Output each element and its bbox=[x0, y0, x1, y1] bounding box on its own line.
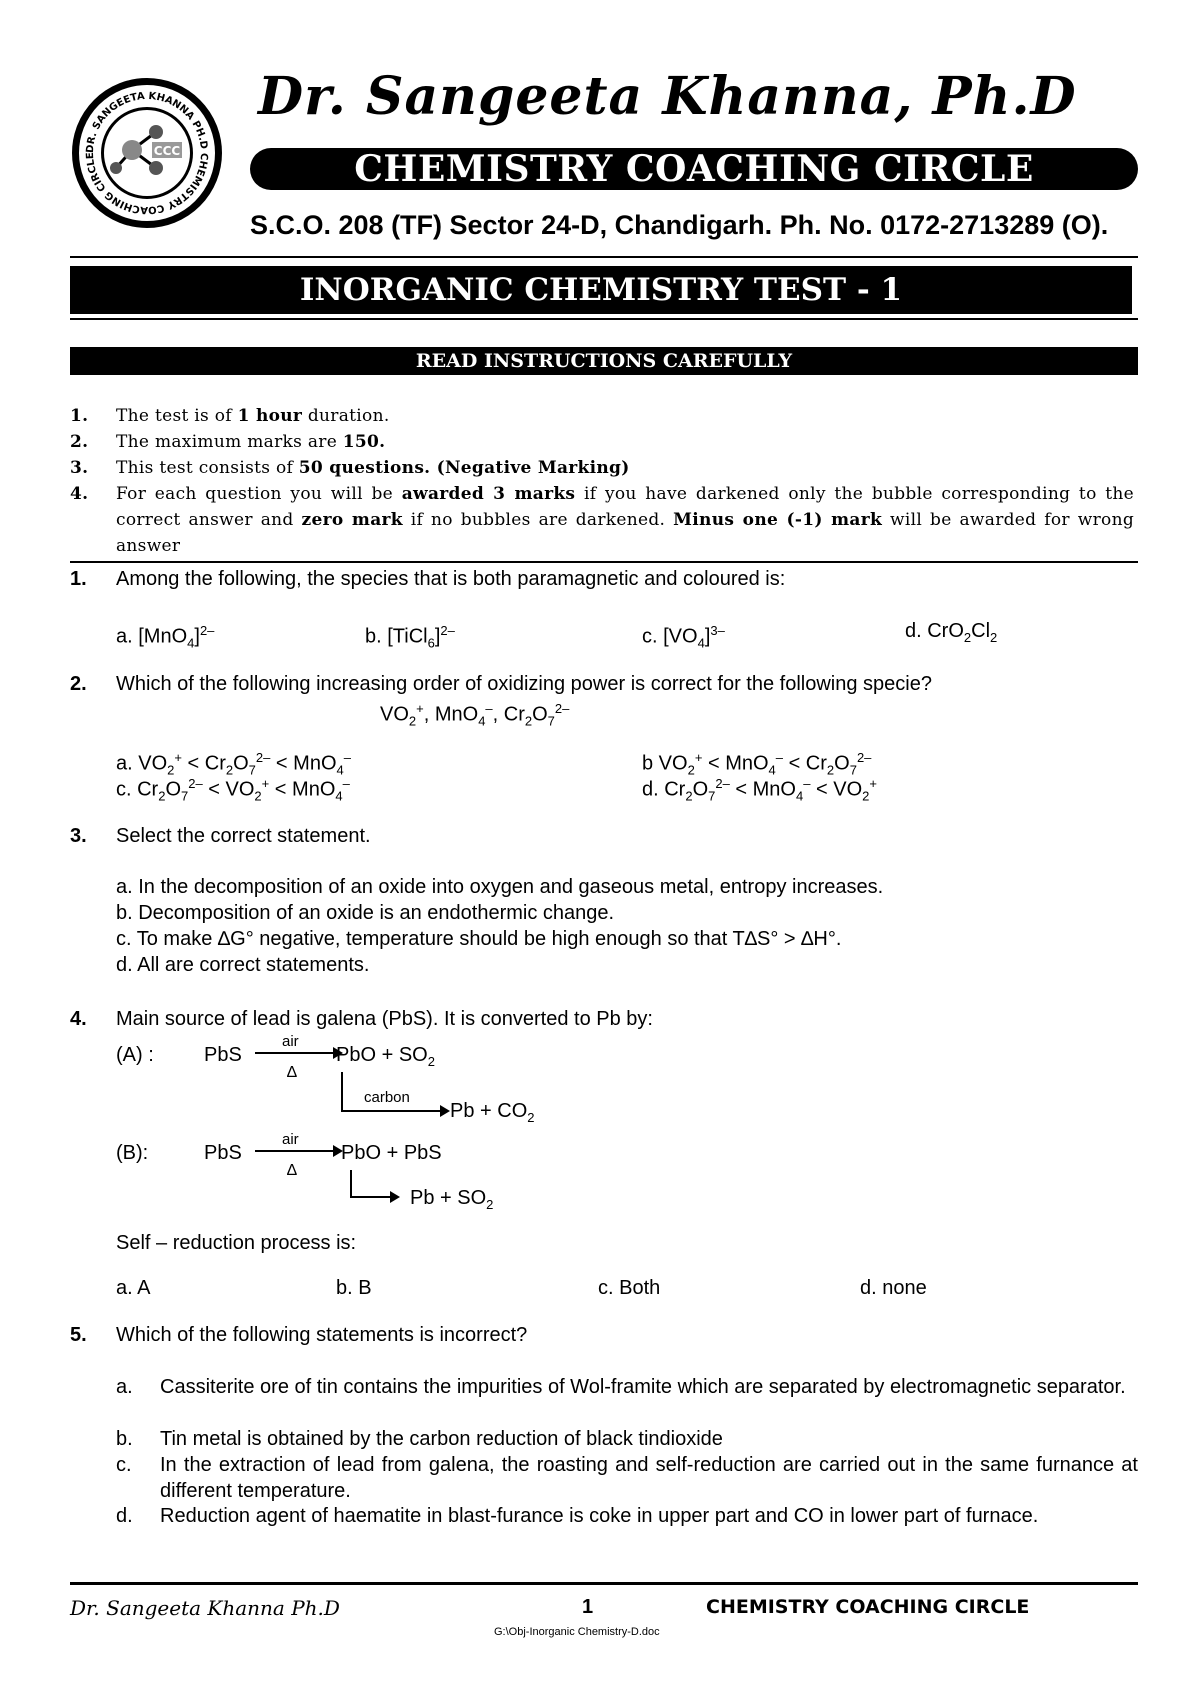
q4-route-b-label: (B): bbox=[116, 1142, 149, 1164]
institute-name: CHEMISTRY COACHING CIRCLE bbox=[354, 148, 1034, 190]
q1-number: 1. bbox=[70, 568, 87, 590]
q4-route-b-delta: ∆ bbox=[287, 1162, 297, 1179]
q4-route-b-product: PbO + PbS bbox=[341, 1142, 442, 1164]
q5-option-a: Cassiterite ore of tin contains the impurities of Wol-framite which are separated by electromagnetic separator. bbox=[160, 1376, 1126, 1398]
q4-route-b-air: air bbox=[282, 1131, 299, 1148]
arrow-head-icon bbox=[440, 1105, 450, 1117]
q4-route-a-label: (A) : bbox=[116, 1044, 154, 1066]
q4-option-b: b. B bbox=[336, 1277, 372, 1299]
q3-option-d: d. All are correct statements. bbox=[116, 954, 370, 976]
q3-option-a: a. In the decomposition of an oxide into oxygen and gaseous metal, entropy increases. bbox=[116, 876, 884, 898]
q4-option-a: a. A bbox=[116, 1277, 151, 1299]
q2-option-b: b $VO_2^+ < MnO_4^- < Cr_2O_7^{2-}$ bbox=[642, 750, 872, 778]
instructions-divider bbox=[70, 561, 1138, 563]
q4-route-a-carbon-arrow bbox=[341, 1110, 443, 1112]
q2-number: 2. bbox=[70, 673, 87, 695]
q5-option-d: Reduction agent of haematite in blast-furance is coke in upper part and CO in lower part of furnace. bbox=[160, 1505, 1039, 1527]
q2-option-c: c. $Cr_2O_7^{2-} < VO_2^+ < MnO_4^-$ bbox=[116, 776, 350, 804]
q4-self-reduction-question: Self – reduction process is: bbox=[116, 1232, 357, 1254]
logo-ccc-text: CCC bbox=[153, 144, 181, 158]
q3-text: Select the correct statement. bbox=[116, 825, 371, 847]
q4-route-b-branch-arrow bbox=[350, 1196, 392, 1198]
logo-ring-text bbox=[79, 85, 215, 221]
q4-route-a-pbs: PbS bbox=[204, 1044, 242, 1066]
q4-route-a-carbon: carbon bbox=[364, 1089, 410, 1106]
instruction-2: 2. The maximum marks are 150. bbox=[70, 432, 386, 452]
q5-option-b: Tin metal is obtained by the carbon reduction of black tindioxide bbox=[160, 1428, 723, 1450]
q1-text: Among the following, the species that is both paramagnetic and coloured is: bbox=[116, 568, 786, 590]
q5-number: 5. bbox=[70, 1324, 87, 1346]
q4-route-a-arrow bbox=[255, 1052, 335, 1054]
test-title: INORGANIC CHEMISTRY TEST - 1 bbox=[299, 272, 903, 308]
q1-option-d: d. $CrO_2Cl_2$ bbox=[905, 620, 998, 645]
q5-option-c: In the extraction of lead from galena, the roasting and self-reduction are carried out in the same furnance at different temperature. bbox=[160, 1454, 1138, 1502]
q2-option-d: d. $Cr_2O_7^{2-} < MnO_4^- < VO_2^+$ bbox=[642, 776, 877, 804]
q1-option-c: c. $[VO_4]^{3-}$ bbox=[642, 623, 725, 651]
q4-route-b-final: $Pb + SO_2$ bbox=[410, 1187, 494, 1212]
q4-route-b-pbs: PbS bbox=[204, 1142, 242, 1164]
q4-route-a-product: PbO + $SO_2$ bbox=[336, 1044, 435, 1069]
q5-option-c-letter: c. bbox=[116, 1454, 132, 1476]
instruction-1: 1. The test is of 1 hour duration. bbox=[70, 406, 390, 426]
q4-route-a-branch bbox=[341, 1072, 343, 1112]
q5-option-d-letter: d. bbox=[116, 1505, 133, 1527]
q3-option-b: b. Decomposition of an oxide is an endothermic change. bbox=[116, 902, 615, 924]
q2-species: $VO_2^+$, MnO$_4$–, $Cr_2O_7^{2-}$ bbox=[380, 701, 570, 729]
header-divider bbox=[70, 256, 1138, 258]
footer-file-path: G:\Obj-Inorganic Chemistry-D.doc bbox=[494, 1626, 660, 1638]
header-name: Dr. Sangeeta Khanna, Ph.D bbox=[258, 66, 1077, 127]
q4-text: Main source of lead is galena (PbS). It is converted to Pb by: bbox=[116, 1008, 653, 1030]
q2-option-a: a. $VO_2^+ < Cr_2O_7^{2-} < MnO_4^-$ bbox=[116, 750, 351, 778]
q1-option-b: b. [TiCl$_6$]$^{2-}$ bbox=[365, 623, 455, 651]
q5-text: Which of the following statements is incorrect? bbox=[116, 1324, 528, 1346]
arrow-head-icon bbox=[390, 1191, 400, 1203]
institute-logo bbox=[72, 78, 222, 228]
instructions-heading: READ INSTRUCTIONS CAREFULLY bbox=[415, 350, 793, 372]
footer-institute: CHEMISTRY COACHING CIRCLE bbox=[706, 1596, 1030, 1618]
q4-option-c: c. Both bbox=[598, 1277, 661, 1299]
q4-route-b-arrow bbox=[255, 1150, 335, 1152]
q2-text: Which of the following increasing order of oxidizing power is correct for the following specie? bbox=[116, 673, 932, 695]
q4-option-d: d. none bbox=[860, 1277, 927, 1299]
q4-route-a-air: air bbox=[282, 1033, 299, 1050]
footer-divider bbox=[70, 1582, 1138, 1585]
header-address: S.C.O. 208 (TF) Sector 24-D, Chandigarh. Ph. No. 0172-2713289 (O). bbox=[250, 210, 1109, 240]
q5-option-a-letter: a. bbox=[116, 1376, 133, 1398]
footer-author: Dr. Sangeeta Khanna Ph.D bbox=[70, 1596, 340, 1620]
svg-text:DR. SANGEETA KHANNA PH.D CHEMI: DR. SANGEETA KHANNA PH.D CHEMISTRY COACHING CIRCLE bbox=[84, 90, 210, 216]
q3-option-c: c. To make ∆G° negative, temperature should be high enough so that T∆S° > ∆H°. bbox=[116, 928, 842, 950]
q4-route-a-delta: ∆ bbox=[287, 1064, 297, 1081]
q3-number: 3. bbox=[70, 825, 87, 847]
q1-option-a: a. $[MnO_4]^{2-}$ bbox=[116, 623, 215, 651]
footer-page-number: 1 bbox=[582, 1596, 594, 1618]
q5-option-b-letter: b. bbox=[116, 1428, 133, 1450]
q4-number: 4. bbox=[70, 1008, 87, 1030]
instruction-3: 3. This test consists of 50 questions. (Negative Marking) bbox=[70, 458, 630, 478]
title-divider bbox=[70, 318, 1138, 320]
q4-route-a-final: $Pb + CO_2$ bbox=[450, 1100, 535, 1125]
q4-route-b-branch bbox=[350, 1170, 352, 1198]
instruction-4: 4. For each question you will be awarded 3 marks if you have darkened only the bubble corresponding to the correct answer and zero mark if no bubbles are darkened. Minus one (-1) mark will be awarded for wrong answer bbox=[70, 484, 1134, 556]
